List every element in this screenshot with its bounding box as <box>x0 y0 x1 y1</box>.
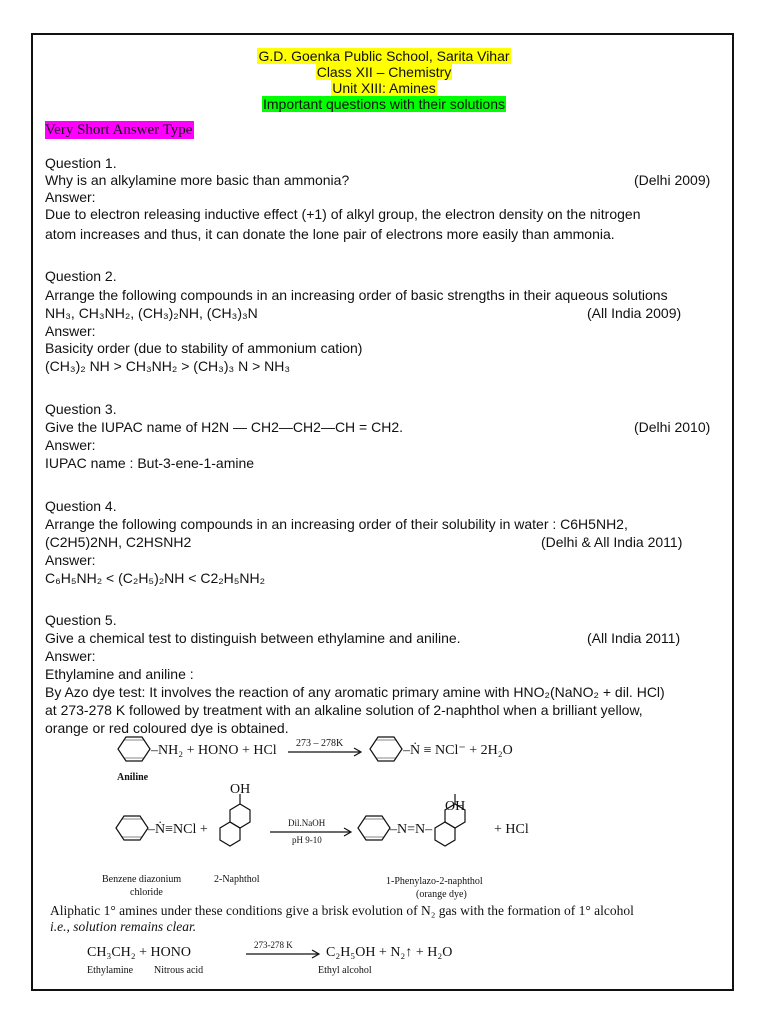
q3-label: Question 3. <box>45 401 117 417</box>
q5-answer-line: orange or red coloured dye is obtained. <box>45 720 289 736</box>
unit-title: Unit XIII: Amines <box>332 80 436 96</box>
q3-text: Give the IUPAC name of H2N — CH2—CH2—CH = CH2. <box>45 419 404 435</box>
reaction2-azo-link: –N=N– <box>390 822 433 837</box>
diazonium-label: Benzene diazonium <box>102 874 182 885</box>
nitrous-acid-label: Nitrous acid <box>154 965 204 976</box>
subtitle: Important questions with their solutions <box>262 96 505 112</box>
q5-answer-label: Answer: <box>45 648 96 664</box>
q2-source: (All India 2009) <box>587 305 682 321</box>
q3-source: (Delhi 2010) <box>634 419 711 435</box>
q1-text: Why is an alkylamine more basic than ammonia? <box>45 172 350 188</box>
reaction2-condition-top: Dil.NaOH <box>288 818 326 828</box>
q2-label: Question 2. <box>45 268 117 284</box>
section-heading: Very Short Answer Type <box>45 122 193 138</box>
diazonium-label-2: chloride <box>130 887 163 898</box>
naphthol-oh: OH <box>230 782 251 797</box>
q5-answer-line: By Azo dye test: It involves the reaction of any aromatic primary amine with HNO₂(NaNO₂ + dil. HCl) <box>45 684 665 700</box>
q1-answer-line: Due to electron releasing inductive effect (+1) of alkyl group, the electron density on the nitrogen <box>45 206 641 222</box>
q5-source: (All India 2011) <box>587 630 681 646</box>
q1-answer-label: Answer: <box>45 189 96 205</box>
q3-answer-label: Answer: <box>45 437 96 453</box>
class-title: Class XII – Chemistry <box>316 64 452 80</box>
reaction3-lhs: CH₃CH₂ + HONO <box>87 945 191 960</box>
product-label: 1-Phenylazo-2-naphthol <box>386 876 483 887</box>
product-oh: OH <box>445 799 466 814</box>
q4-label: Question 4. <box>45 498 117 514</box>
benzene-ring-icon <box>118 737 150 761</box>
q4-answer-line: C₆H₅NH₂ < (C₂H₅)₂NH < C2₂H₅NH₂ <box>45 570 266 586</box>
reaction2-rhs: + HCl <box>494 822 529 837</box>
reaction3-rhs: C₂H₅OH + N₂↑ + H₂O <box>326 945 453 960</box>
q1-label: Question 1. <box>45 155 117 171</box>
q5-text: Give a chemical test to distinguish between ethylamine and aniline. <box>45 630 461 646</box>
benzene-ring-icon <box>116 816 148 840</box>
aliphatic-note-line: Aliphatic 1° amines under these conditions give a brisk evolution of N₂ gas with the formation of 1° alcohol <box>50 903 634 918</box>
reaction2-condition-bottom: pH 9-10 <box>292 835 322 845</box>
q5-answer-line: Ethylamine and aniline : <box>45 666 194 682</box>
ethylamine-label: Ethylamine <box>87 965 134 976</box>
benzene-ring-icon <box>358 816 390 840</box>
reaction1-condition: 273 – 278K <box>296 738 344 749</box>
benzene-ring-icon <box>370 737 402 761</box>
product-label-2: (orange dye) <box>416 889 467 900</box>
q4-answer-label: Answer: <box>45 552 96 568</box>
q2-answer-label: Answer: <box>45 323 96 339</box>
q3-answer-line: IUPAC name : But-3-ene-1-amine <box>45 455 255 471</box>
q1-source: (Delhi 2009) <box>634 172 711 188</box>
reaction3-condition: 273-278 K <box>254 940 293 950</box>
aliphatic-note-line: i.e., solution remains clear. <box>50 919 197 934</box>
q4-source: (Delhi & All India 2011) <box>541 534 683 550</box>
q2-answer-line: (CH₃)₂ NH > CH₃NH₂ > (CH₃)₃ N > NH₃ <box>45 358 291 374</box>
aniline-label: Aniline <box>117 772 149 783</box>
q4-compounds: (C2H5)2NH, C2HSNH2 <box>45 534 192 550</box>
q2-text: Arrange the following compounds in an increasing order of basic strengths in their aqueous solutions <box>45 287 668 303</box>
reaction1-rhs: –Ṅ ≡ NCl⁻ + 2H₂O <box>403 743 513 758</box>
ethyl-alcohol-label: Ethyl alcohol <box>318 965 372 976</box>
q5-label: Question 5. <box>45 612 117 628</box>
q1-answer-line: atom increases and thus, it can donate the lone pair of electrons more easily than ammonia. <box>45 226 615 242</box>
q2-answer-line: Basicity order (due to stability of ammonium cation) <box>45 340 363 356</box>
reaction1-lhs: –NH₂ + HONO + HCl <box>151 743 277 758</box>
q2-compounds: NH₃, CH₃NH₂, (CH₃)₂NH, (CH₃)₃N <box>45 305 258 321</box>
school-name: G.D. Goenka Public School, Sarita Vihar <box>258 48 510 64</box>
reaction2-lhs: –Ṅ≡NCl + <box>148 822 208 837</box>
q5-answer-line: at 273-278 K followed by treatment with an alkaline solution of 2-naphthol when a brilliant yellow, <box>45 702 643 718</box>
naphthol-label: 2-Naphthol <box>214 874 260 885</box>
q4-text: Arrange the following compounds in an increasing order of their solubility in water : C6H5NH2, <box>45 516 628 532</box>
reaction-ethylamine <box>246 950 319 958</box>
